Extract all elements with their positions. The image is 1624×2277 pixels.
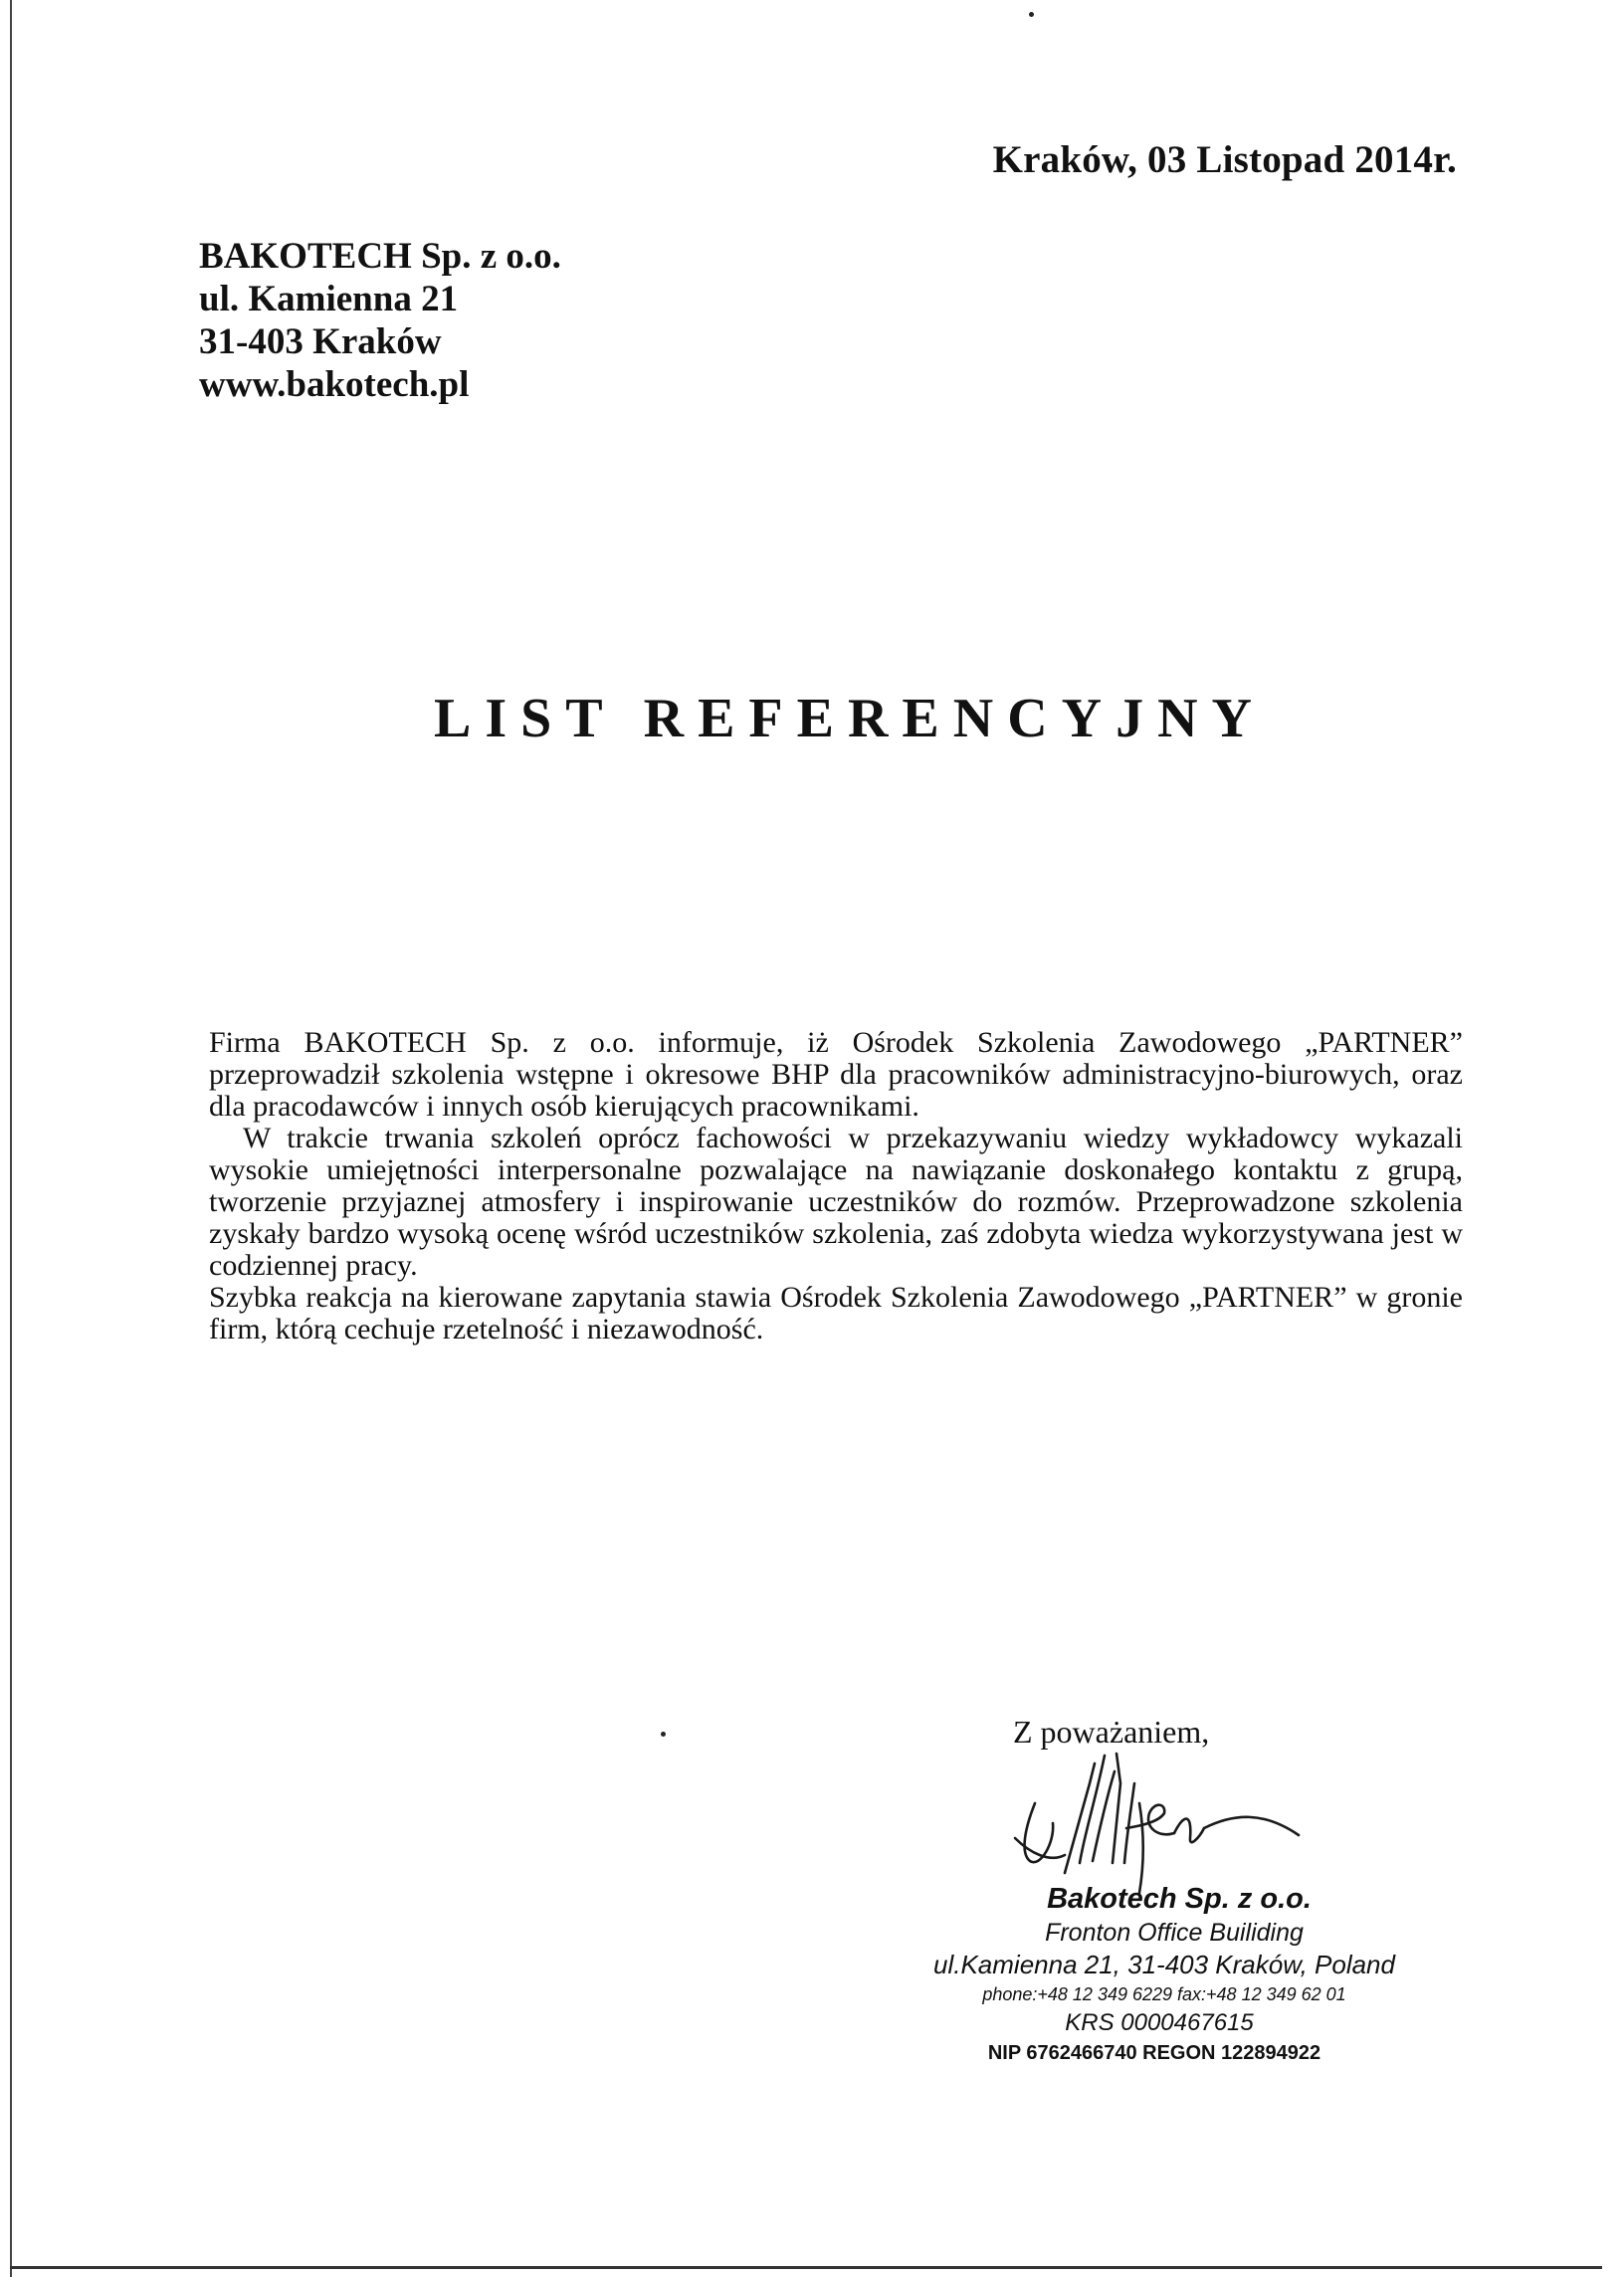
sender-name: BAKOTECH Sp. z o.o.: [199, 236, 561, 277]
sender-city: 31-403 Kraków: [199, 321, 442, 362]
stamp-krs: KRS 0000467615: [1065, 2009, 1254, 2036]
letter-body: [209, 1027, 1463, 1346]
scan-speck: [661, 1732, 666, 1737]
scan-edge-left: [10, 0, 12, 2277]
stamp-company-name: Bakotech Sp. z o.o.: [1047, 1883, 1312, 1915]
stamp-building: Fronton Office Builiding: [1045, 1919, 1304, 1947]
body-paragraph: Szybka reakcja na kierowane zapytania stawia Ośrodek Szkolenia Zawodowego „PARTNER” w gronie firm, którą cechuje rzetelność i niezawodność.: [209, 1281, 1463, 1346]
stamp-contact: phone:+48 12 349 6229 fax:+48 12 349 62 01: [982, 1984, 1346, 2004]
place-date: Kraków, 03 Listopad 2014r.: [992, 138, 1457, 181]
company-stamp: [876, 1881, 1453, 2068]
stamp-nip-regon: NIP 6762466740 REGON 122894922: [987, 2042, 1321, 2064]
body-paragraph: Firma BAKOTECH Sp. z o.o. informuje, iż Ośrodek Szkolenia Zawodowego „PARTNER” przeprowadził szkolenia wstępne i okresowe BHP dla pracowników administracyjno-biurowych, oraz dla pracodawców i innych osób kierujących pracownikami.: [209, 1026, 1463, 1123]
closing-salutation: Z poważaniem,: [1013, 1714, 1210, 1750]
scan-speck: [1029, 12, 1034, 17]
sender-website: www.bakotech.pl: [199, 364, 470, 405]
body-paragraph: W trakcie trwania szkoleń oprócz fachowości w przekazywaniu wiedzy wykładowcy wykazali wysokie umiejętności interpersonalne pozwalające na nawiązanie doskonałego kontaktu z grupą, tworzenie przyjaznej atmosfery i inspirowanie uczestników do rozmów. Przeprowadzone szkolenia zyskały bardzo wysoką ocenę wśród uczestników szkolenia, zaś zdobyta wiedza wykorzystywana jest w codziennej pracy.: [209, 1122, 1463, 1282]
scan-edge-bottom: [10, 2266, 1602, 2269]
sender-street: ul. Kamienna 21: [199, 279, 459, 319]
document-title: LIST REFERENCYJNY: [434, 688, 1266, 749]
sender-address-block: [199, 235, 561, 406]
stamp-address: ul.Kamienna 21, 31-403 Kraków, Poland: [933, 1950, 1395, 1979]
